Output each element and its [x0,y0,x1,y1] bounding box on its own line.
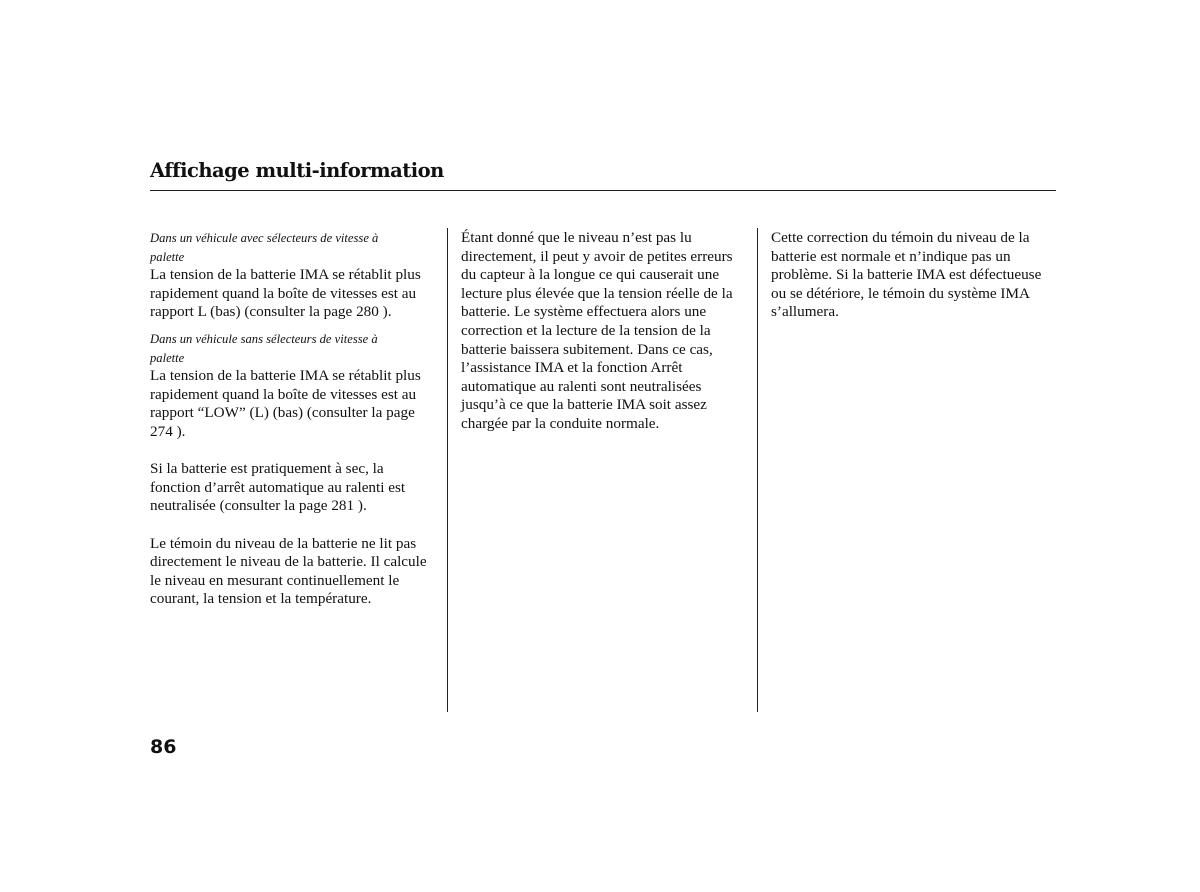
text-line: batterie baissera subitement. Dans ce cas, [461,340,713,358]
title-rule [150,190,1056,191]
text-line: l’assistance IMA et la fonction Arrêt [461,359,683,377]
paragraph [150,535,440,609]
text-line: directement le niveau de la batterie. Il calcule [150,553,427,571]
text-line: rapidement quand la boîte de vitesses est au [150,284,417,302]
caption-no-paddle-shifters [150,330,440,367]
text-line: Dans un véhicule sans sélecteurs de vitesse à [150,331,378,346]
text-line: Cette correction du témoin du niveau de la [771,229,1030,246]
text-line: lecture plus élevée que la tension réelle de la [461,284,733,302]
text-line: neutralisée (consulter la page 281 ). [150,497,367,515]
text-line: palette [150,350,185,365]
column-1 [150,229,440,609]
text-line: ou se détériore, le témoin du système IMA [771,284,1030,302]
caption-paddle-shifters [150,229,440,266]
text-line: 274 ). [150,422,186,440]
text-line: Étant donné que le niveau n’est pas lu [461,229,692,246]
text-line: Le témoin du niveau de la batterie ne lit pas [150,534,417,552]
text-line: La tension de la batterie IMA se rétablit plus [150,367,421,385]
paragraph [771,229,1059,322]
text-line: automatique au ralenti sont neutralisées [461,377,702,395]
column-divider-2 [757,228,758,712]
paragraph [461,229,749,434]
text-line: directement, il peut y avoir de petites erreurs [461,247,733,265]
text-line: du capteur à la longue ce qui causerait une [461,266,720,284]
text-line: jusqu’à ce que la batterie IMA soit assez [461,396,707,414]
text-line: Si la batterie est pratiquement à sec, la [150,460,384,478]
text-line: rapport L (bas) (consulter la page 280 ). [150,303,392,321]
column-3 [771,229,1059,322]
paragraph [150,460,440,516]
text-line: La tension de la batterie IMA se rétablit plus [150,266,421,284]
page-title: Affichage multi-information [150,159,444,182]
text-line: correction et la lecture de la tension de la [461,321,711,339]
text-line: le niveau en mesurant continuellement le [150,571,400,589]
column-divider-1 [447,228,448,712]
text-line: rapport “LOW” (L) (bas) (consulter la page [150,404,415,422]
text-line: s’allumera. [771,303,839,321]
text-line: fonction d’arrêt automatique au ralenti est [150,478,406,496]
paragraph [150,266,440,322]
text-line: problème. Si la batterie IMA est défectueuse [771,266,1042,284]
text-line: palette [150,249,185,264]
page-number: 86 [150,736,177,758]
text-line: courant, la tension et la température. [150,590,372,608]
column-2 [461,229,749,434]
text-line: Dans un véhicule avec sélecteurs de vitesse à [150,231,379,245]
text-line: batterie est normale et n’indique pas un [771,247,1011,265]
paragraph [150,367,440,441]
text-line: batterie. Le système effectuera alors une [461,303,707,321]
text-line: chargée par la conduite normale. [461,414,660,432]
text-line: rapidement quand la boîte de vitesses est au [150,385,417,403]
